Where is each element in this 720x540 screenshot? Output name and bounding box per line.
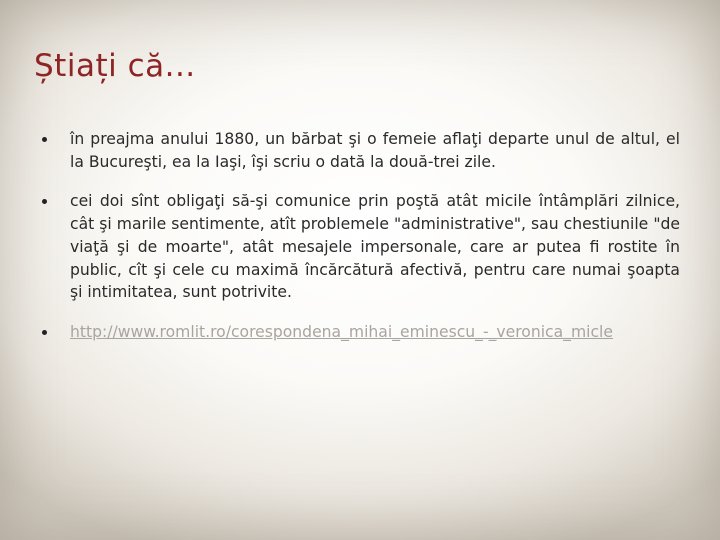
list-item-text: cei doi sînt obligaţi să-şi comunice prin poştă atât micile întâmplări zilnice, cât şi marile sentimente, atît problemele "administrative", sau chestiunile "de viaţă şi de moarte", atât mesajele impersonale, care ar putea fi rostite în public, cît şi cele cu maximă încărcătură afectivă, pentru care numai şoapta şi intimitatea, sunt potrivite.: [70, 192, 680, 302]
bullet-icon: [42, 137, 47, 142]
slide-title: Știați că...: [34, 48, 196, 84]
reference-link[interactable]: http://www.romlit.ro/corespondena_mihai_eminescu_-_veronica_micle: [70, 322, 613, 341]
list-item: [40, 321, 680, 344]
bullet-list: [40, 128, 680, 361]
list-item-text: în preajma anului 1880, un bărbat şi o femeie aflaţi departe unul de altul, el la Bucureşti, ea la Iaşi, îşi scriu o dată la două-trei zile.: [70, 130, 680, 171]
bullet-icon: [42, 199, 47, 204]
list-item: [40, 128, 680, 173]
list-item: [40, 190, 680, 304]
bullet-icon: [42, 330, 47, 335]
